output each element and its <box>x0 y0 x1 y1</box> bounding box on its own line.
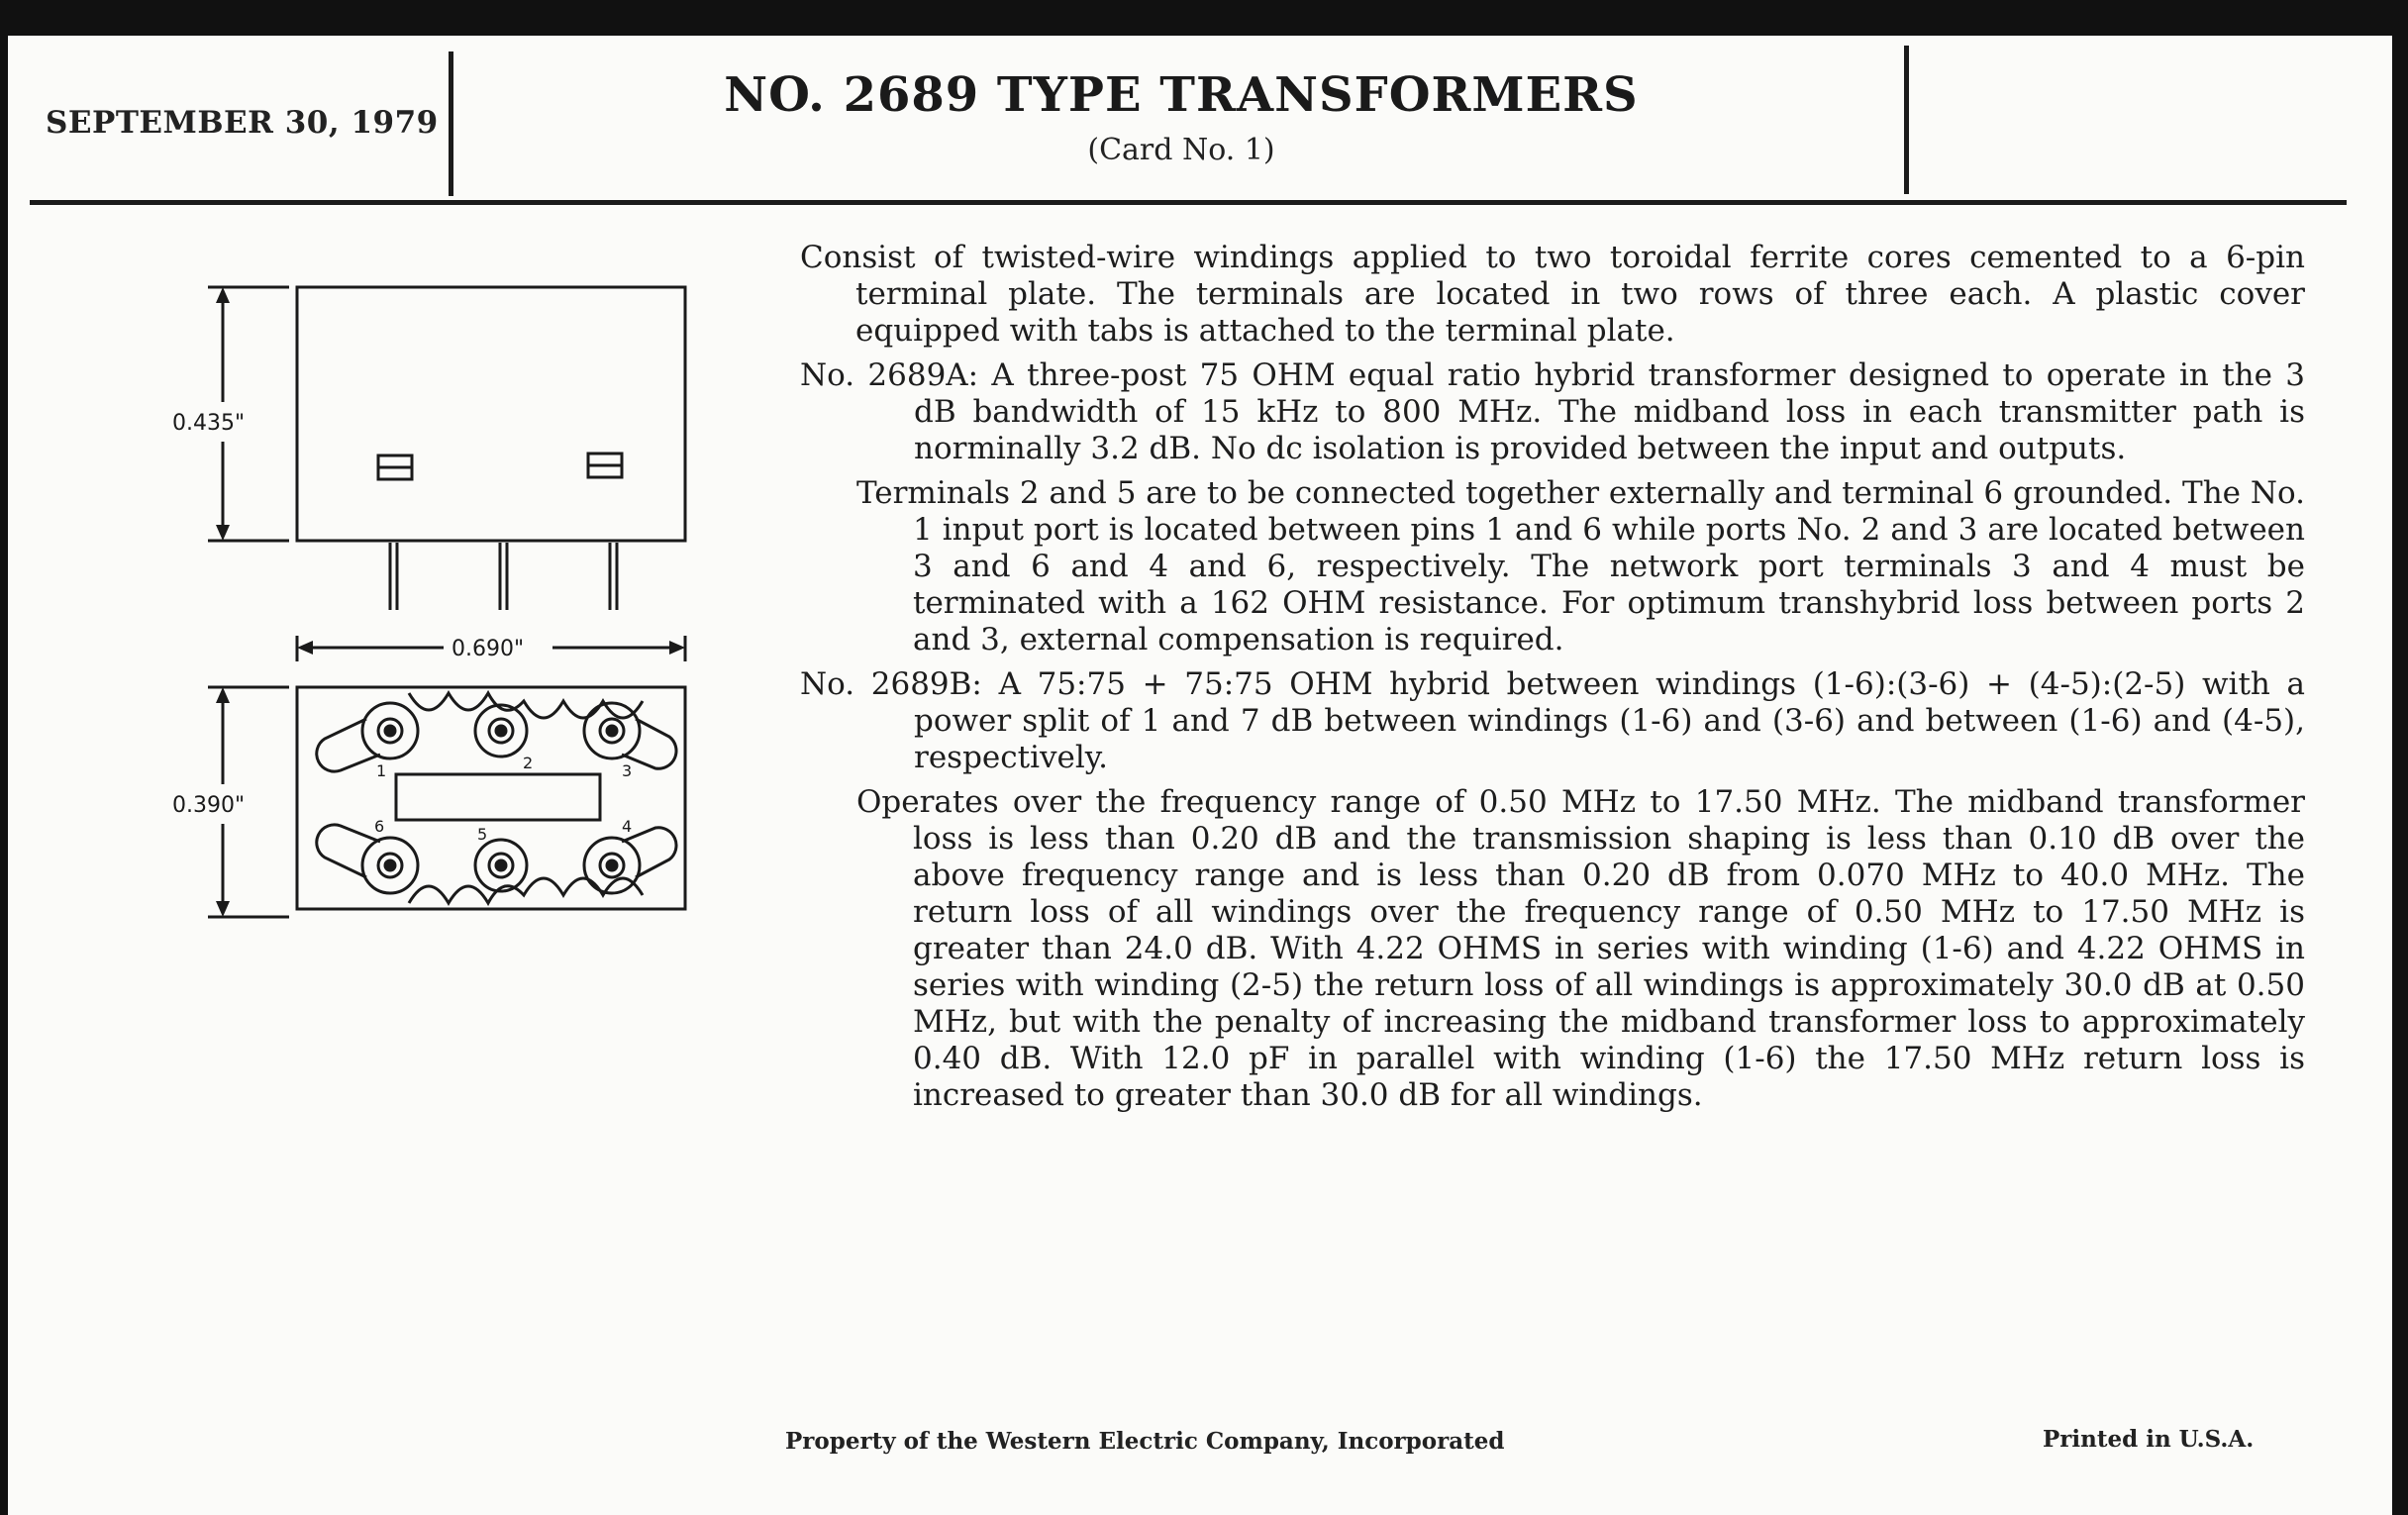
transformer-drawing <box>156 234 850 966</box>
card-number: (Card No. 1) <box>1087 133 1275 167</box>
dim-bottom-label: 0.390" <box>172 793 246 818</box>
dim-width-label: 0.690" <box>452 637 525 661</box>
model-b-label: No. 2689B: <box>800 666 982 702</box>
side-view-body <box>297 287 685 541</box>
pins-side-view <box>390 543 617 610</box>
intro-paragraph: Consist of twisted-wire windings applied to two toroidal ferrite cores cemented to a 6-pin terminal plate. The terminals are located in two rows of three each. A plastic cover equipped with tabs is attached to the terminal plate. <box>800 240 2305 349</box>
pin-label-1: 1 <box>376 761 387 780</box>
index-card <box>8 36 2392 1515</box>
footer-property: Property of the Western Electric Company, Incorporated <box>785 1428 1505 1455</box>
pin-label-5: 5 <box>477 825 488 844</box>
pin-label-6: 6 <box>374 817 385 836</box>
card-date: SEPTEMBER 30, 1979 <box>46 105 439 141</box>
description-body <box>800 240 2305 1122</box>
model-a-terminals: Terminals 2 and 5 are to be connected together externally and terminal 6 grounded. The No. 1 input port is located between pins 1 and 6 while ports No. 2 and 3 are located between 3 and 6 and 4 and 6, respectively. The network port terminals 3 and 4 must be terminated with a 162 OHM resistance. For optimum transhybrid loss between ports 2 and 3, external compensation is required. <box>856 475 2305 657</box>
model-a-text: A three-post 75 OHM equal ratio hybrid transformer designed to operate in the 3 dB bandwidth of 15 kHz to 800 MHz. The midband loss in each transmitter path is norminally 3.2 dB. No dc isolation is provided between the input and outputs. <box>914 357 2305 466</box>
model-a-label: No. 2689A: <box>800 357 979 393</box>
winding-bottom <box>409 878 643 903</box>
model-b-text: A 75:75 + 75:75 OHM hybrid between windings (1-6):(3-6) + (4-5):(2-5) with a power split of 1 and 7 dB between windings (1-6) and (3-6) and between (1-6) and (4-5), respectively. <box>914 666 2306 775</box>
model-b-paragraph <box>800 666 2305 776</box>
bottom-view-plate <box>297 687 685 909</box>
model-a-paragraph <box>800 357 2305 467</box>
pin-label-3: 3 <box>622 761 633 780</box>
footer-printed: Printed in U.S.A. <box>2043 1426 2255 1453</box>
pin-label-4: 4 <box>622 817 633 836</box>
dim-height-label: 0.435" <box>172 411 246 436</box>
header-rule <box>30 200 2347 205</box>
terminal-lugs <box>317 703 676 893</box>
model-b-operates: Operates over the frequency range of 0.50 MHz to 17.50 MHz. The midband transformer loss is less than 0.20 dB and the transmission shaping is less than 0.10 dB over the above frequency range and is less than 0.20 dB from 0.070 MHz to 40.0 MHz. The return loss of all windings over the frequency range of 0.50 MHz to 17.50 MHz is greater than 24.0 dB. With 4.22 OHMS in series with winding (1-6) and 4.22 OHMS in series with winding (2-5) the return loss of all windings is approximately 30.0 dB at 0.50 MHz, but with the penalty of increasing the midband transformer loss to approximately 0.40 dB. With 12.0 pF in parallel with winding (1-6) the 17.50 MHz return loss is increased to greater than 30.0 dB for all windings. <box>856 784 2305 1113</box>
dimension-arrows <box>216 287 685 917</box>
bottom-view-slot <box>396 774 600 820</box>
pin-label-2: 2 <box>523 754 534 772</box>
winding-top <box>409 693 643 718</box>
page-title: NO. 2689 TYPE TRANSFORMERS <box>724 67 1639 123</box>
